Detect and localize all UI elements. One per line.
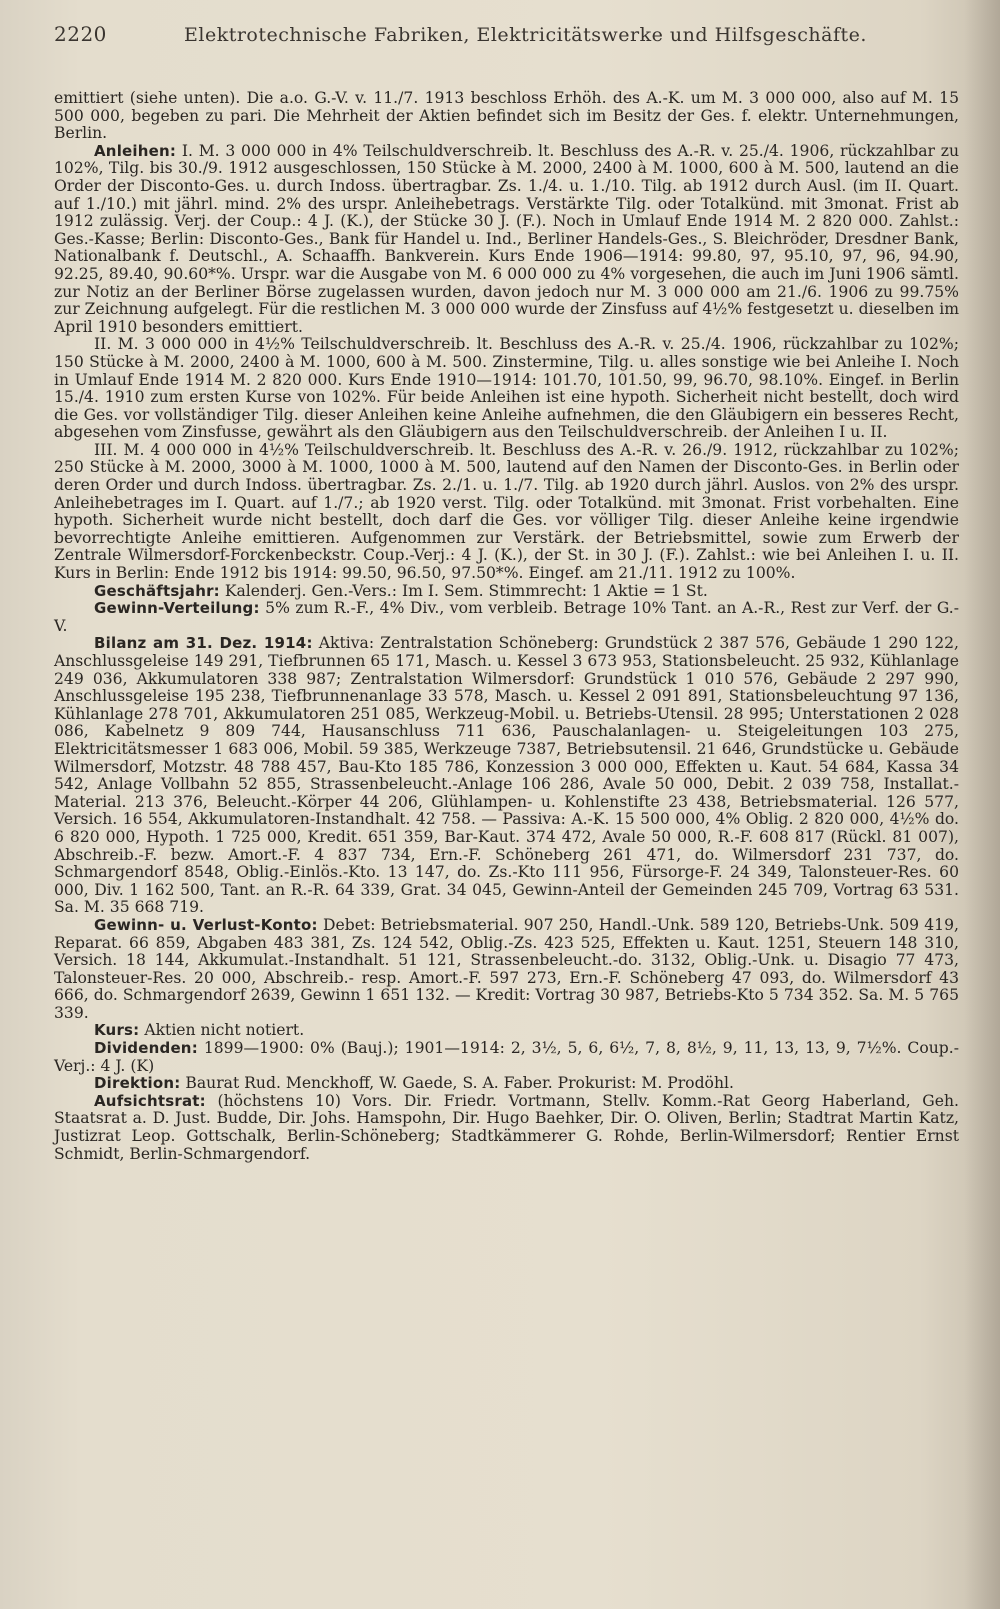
- paragraph-anleihe-3: III. M. 4 000 000 in 4½% Teilschuldverschreib. lt. Beschluss des A.-R. v. 26./9. 1912, rückzahlbar zu 102%; 250 Stücke à M. 2000, 3000 à M. 1000, 1000 à M. 500, lautend auf den Namen der Disconto-Ges. in Berlin oder deren Order und durch Indoss. übertragbar. Zs. 2./1. u. 1./7. Tilg. ab 1920 durch jährl. Auslos. von 2% des urspr. Anleihebetrages im I. Quart. auf 1./7.; ab 1920 verst. Tilg. oder Totalkünd. mit 3monat. Frist vorbehalten. Eine hypoth. Sicherheit wurde nicht bestellt, doch darf die Ges. vor völliger Tilg. dieser Anleihe keine irgendwie bevorrechtigte Anleihe emittieren. Aufgenommen zur Verstärk. der Betriebsmittel, sowie zum Erwerb der Zentrale Wilmersdorf-Forckenbeckstr. Coup.-Verj.: 4 J. (K.), der St. in 30 J. (F.). Zahlst.: wie bei Anleihen I. u. II. Kurs in Berlin: Ende 1912 bis 1914: 99.50, 96.50, 97.50*%. Eingef. am 21./11. 1912 zu 100%.: [54, 440, 959, 583]
- paragraph-bilanz: Bilanz am 31. Dez. 1914: Aktiva: Zentralstation Schöneberg: Grundstück 2 387 576, Gebäude 1 290 122, Anschlussgeleise 149 291, Tiefbrunnen 65 171, Masch. u. Kessel 3 673 953, Stationsbeleucht. 25 932, Kühlanlage 249 036, Akkumulatoren 338 987; Zentralstation Wilmersdorf: Grundstück 1 010 576, Gebäude 2 297 990, Anschlussgeleise 195 238, Tiefbrunnenanlage 33 578, Masch. u. Kessel 2 091 891, Stationsbeleuchtung 97 136, Kühlanlage 278 701, Akkumulatoren 251 085, Werkzeug-Mobil. u. Betriebs-Utensil. 28 995; Unterstationen 2 028 086, Kabelnetz 9 809 744, Hausanschluss 711 636, Pauschalanlagen- u. Steigeleitungen 103 275, Elektricitätsmesser 1 683 006, Mobil. 59 385, Werkzeuge 7387, Betriebsutensil. 21 646, Grundstücke u. Gebäude Wilmersdorf, Motzstr. 48 788 457, Bau-Kto 185 786, Konzession 3 000 000, Effekten u. Kaut. 54 684, Kassa 34 542, Anlage Vollbahn 52 855, Strassenbeleucht.-Anlage 106 286, Avale 50 000, Debit. 2 039 758, Installat.-Material. 213 376, Beleucht.-Körper 44 206, Glühlampen- u. Kohlenstifte 23 438, Betriebsmaterial. 126 577, Versich. 16 554, Akkumulatoren-Instandhalt. 42 758. — Passiva: A.-K. 15 500 000, 4% Oblig. 2 820 000, 4½% do. 6 820 000, Hypoth. 1 725 000, Kredit. 651 359, Bar-Kaut. 374 472, Avale 50 000, R.-F. 608 817 (Rückl. 81 007), Abschreib.-F. bezw. Amort.-F. 4 837 734, Ern.-F. Schöneberg 261 471, do. Wilmersdorf 231 737, do. Schmargendorf 8548, Oblig.-Einlös.-Kto. 13 147, do. Zs.-Kto 111 956, Fürsorge-F. 24 349, Talonsteuer-Res. 60 000, Div. 1 162 500, Tant. an R.-R. 64 339, Grat. 34 045, Gewinn-Anteil der Gemeinden 245 709, Vortrag 63 531. Sa. M. 35 668 719.: [54, 634, 959, 917]
- page-edge-shadow: [964, 0, 1000, 1609]
- section-label-dividenden: Dividenden:: [94, 1039, 198, 1058]
- paragraph-aufsichtsrat: Aufsichtsrat: (höchstens 10) Vors. Dir. Friedr. Vortmann, Stellv. Komm.-Rat Georg Haberland, Geh. Staatsrat a. D. Just. Budde, Dir. Johs. Hamspohn, Dir. Hugo Baehker, Dir. O. Oliven, Berlin; Stadtrat Martin Katz, Justizrat Leop. Gottschalk, Berlin-Schöneberg; Stadtkämmerer G. Rohde, Berlin-Wilmersdorf; Rentier Ernst Schmidt, Berlin-Schmargendorf.: [54, 1091, 959, 1163]
- section-label-geschaeftsjahr: Geschäftsjahr:: [94, 581, 220, 600]
- section-label-anleihen: Anleihen:: [94, 141, 177, 160]
- section-label-direktion: Direktion:: [94, 1074, 181, 1093]
- section-label-aufsichtsrat: Aufsichtsrat:: [94, 1091, 206, 1110]
- section-label-gewinn-verteilung: Gewinn-Verteilung:: [94, 599, 260, 618]
- page-header: [54, 22, 959, 52]
- document-page: [54, 22, 959, 1592]
- paragraph-kurs: Kurs: Aktien nicht notiert.: [94, 1021, 305, 1040]
- paragraph-anleihen: Anleihen: I. M. 3 000 000 in 4% Teilschuldverschreib. lt. Beschluss des A.-R. v. 25./4. 1906, rückzahlbar zu 102%, Tilg. bis 30./9. 1912 ausgeschlossen, 150 Stücke à M. 2000, 2400 à M. 1000, 600 à M. 500, lautend an die Order der Disconto-Ges. u. durch Indoss. übertragbar. Zs. 1./4. u. 1./10. Tilg. ab 1912 durch Ausl. (im II. Quart. auf 1./10.) mit jährl. mind. 2% des urspr. Anleihebetrags. Verstärkte Tilg. oder Totalkünd. mit 3monat. Frist ab 1912 zulässig. Verj. der Coup.: 4 J. (K.), der Stücke 30 J. (F.). Noch in Umlauf Ende 1914 M. 2 820 000. Zahlst.: Ges.-Kasse; Berlin: Disconto-Ges., Bank für Handel u. Ind., Berliner Handels-Ges., S. Bleichröder, Dresdner Bank, Nationalbank f. Deutschl., A. Schaaffh. Bankverein. Kurs Ende 1906—1914: 99.80, 97, 95.10, 97, 96, 94.90, 92.25, 89.40, 90.60*%. Urspr. war die Ausgabe von M. 6 000 000 zu 4% vorgesehen, die auch im Juni 1906 sämtl. zur Notiz an der Berliner Börse zugelassen wurden, davon jedoch nur M. 3 000 000 am 21./6. 1906 zu 99.75% zur Zeichnung aufgelegt. Für die restlichen M. 3 000 000 wurde der Zinsfuss auf 4½% festgesetzt u. dieselben im April 1910 besonders emittiert.: [54, 141, 959, 336]
- paragraph-gewinn-verteilung: Gewinn-Verteilung: 5% zum R.-F., 4% Div., vom verbleib. Betrage 10% Tant. an A.-R., Rest zur Verf. der G.-V.: [54, 599, 959, 635]
- paragraph-intro: emittiert (siehe unten). Die a.o. G.-V. v. 11./7. 1913 beschloss Erhöh. des A.-K. um M. 3 000 000, also auf M. 15 500 000, begeben zu pari. Die Mehrheit der Aktien befindet sich im Besitz der Ges. f. elektr. Unternehmungen, Berlin.: [54, 89, 959, 143]
- running-title: Elektrotechnische Fabriken, Elektricitätswerke und Hilfsgeschäfte.: [184, 24, 867, 46]
- paragraph-anleihe-2: II. M. 3 000 000 in 4½% Teilschuldverschreib. lt. Beschluss des A.-R. v. 25./4. 1906, rückzahlbar zu 102%; 150 Stücke à M. 2000, 2400 à M. 1000, 600 à M. 500. Zinstermine, Tilg. u. alles sonstige wie bei Anleihe I. Noch in Umlauf Ende 1914 M. 2 820 000. Kurs Ende 1910—1914: 101.70, 101.50, 99, 96.70, 98.10%. Eingef. in Berlin 15./4. 1910 zum ersten Kurse von 102%. Für beide Anleihen ist eine hypoth. Sicherheit nicht bestellt, doch wird die Ges. vor vollständiger Tilg. dieser Anleihen keine Anleihe aufnehmen, die den Gläubigern ein besseres Recht, abgesehen vom Zinsfusse, gewährt als den Gläubigern aus den Teilschuldverschreib. der Anleihen I u. II.: [54, 335, 959, 442]
- paragraph-gewinn-verlust: Gewinn- u. Verlust-Konto: Debet: Betriebsmaterial. 907 250, Handl.-Unk. 589 120, Betriebs-Unk. 509 419, Reparat. 66 859, Abgaben 483 381, Zs. 124 542, Oblig.-Zs. 423 525, Effekten u. Kaut. 1251, Steuern 148 310, Versich. 18 144, Akkumulat.-Instandhalt. 51 121, Strassenbeleucht.-do. 3132, Oblig.-Unk. u. Disagio 77 473, Talonsteuer-Res. 20 000, Abschreib.- resp. Amort.-F. 597 273, Ern.-F. Schöneberg 47 093, do. Wilmersdorf 43 666, do. Schmargendorf 2639, Gewinn 1 651 132. — Kredit: Vortrag 30 987, Betriebs-Kto 5 734 352. Sa. M. 5 765 339.: [54, 915, 959, 1022]
- paragraph-direktion: Direktion: Baurat Rud. Menckhoff, W. Gaede, S. A. Faber. Prokurist: M. Prodöhl.: [94, 1074, 734, 1093]
- section-label-bilanz: Bilanz am 31. Dez. 1914:: [94, 634, 313, 653]
- page-number: 2220: [54, 22, 107, 46]
- paragraph-dividenden: Dividenden: 1899—1900: 0% (Bauj.); 1901—1914: 2, 3½, 5, 6, 6½, 7, 8, 8½, 9, 11, 13, 13, 9, 7½%. Coup.-Verj.: 4 J. (K): [54, 1039, 959, 1075]
- document-body: [54, 90, 959, 1163]
- paragraph-geschaeftsjahr: Geschäftsjahr: Kalenderj. Gen.-Vers.: Im I. Sem. Stimmrecht: 1 Aktie = 1 St.: [94, 581, 708, 600]
- section-label-kurs: Kurs:: [94, 1021, 140, 1040]
- section-label-gewinn-verlust: Gewinn- u. Verlust-Konto:: [94, 915, 318, 934]
